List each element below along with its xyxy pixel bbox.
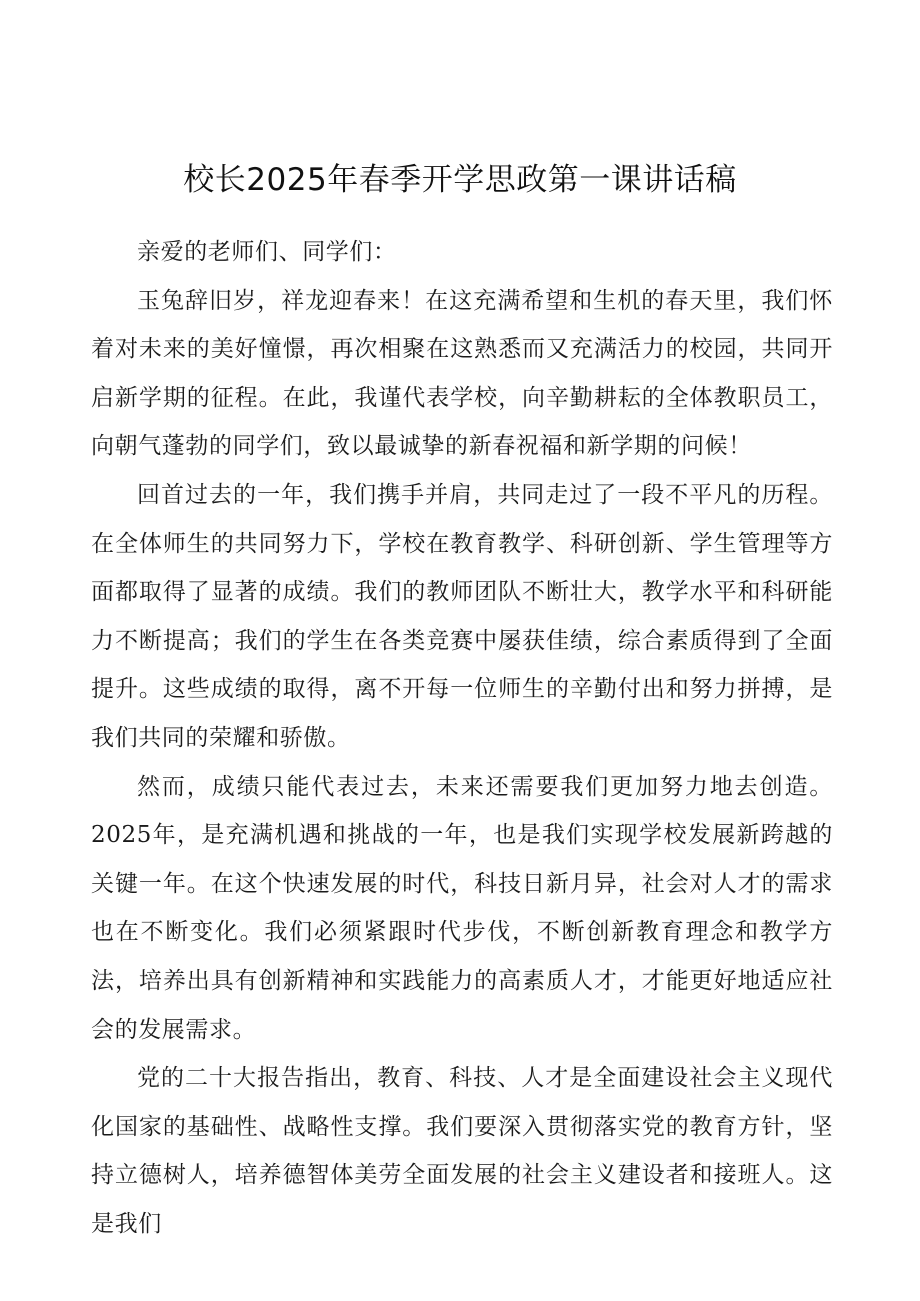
document-body xyxy=(91,228,833,1248)
body-paragraph: 玉兔辞旧岁，祥龙迎春来！在这充满希望和生机的春天里，我们怀着对未来的美好憧憬，再次相聚在这熟悉而又充满活力的校园，共同开启新学期的征程。在此，我谨代表学校，向辛勤耕耘的全体教职员工，向朝气蓬勃的同学们，致以最诚挚的新春祝福和新学期的问候！ xyxy=(91,287,833,460)
document-title: 校长2025年春季开学思政第一课讲话稿 xyxy=(183,162,737,198)
body-paragraph: 然而，成绩只能代表过去，未来还需要我们更加努力地去创造。2025年，是充满机遇和挑战的一年，也是我们实现学校发展新跨越的关键一年。在这个快速发展的时代，科技日新月异，社会对人才的需求也在不断变化。我们必须紧跟时代步伐，不断创新教育理念和教学方法，培养出具有创新精神和实践能力的高素质人才，才能更好地适应社会的发展需求。 xyxy=(91,773,833,1043)
body-paragraph: 回首过去的一年，我们携手并肩，共同走过了一段不平凡的历程。在全体师生的共同努力下，学校在教育教学、科研创新、学生管理等方面都取得了显著的成绩。我们的教师团队不断壮大，教学水平和科研能力不断提高；我们的学生在各类竞赛中屡获佳绩，综合素质得到了全面提升。这些成绩的取得，离不开每一位师生的辛勤付出和努力拼搏，是我们共同的荣耀和骄傲。 xyxy=(91,481,833,751)
salutation-paragraph: 亲爱的老师们、同学们： xyxy=(137,239,397,265)
body-paragraph: 党的二十大报告指出，教育、科技、人才是全面建设社会主义现代化国家的基础性、战略性支撑。我们要深入贯彻落实党的教育方针，坚持立德树人，培养德智体美劳全面发展的社会主义建设者和接班人。这是我们 xyxy=(91,1065,833,1237)
